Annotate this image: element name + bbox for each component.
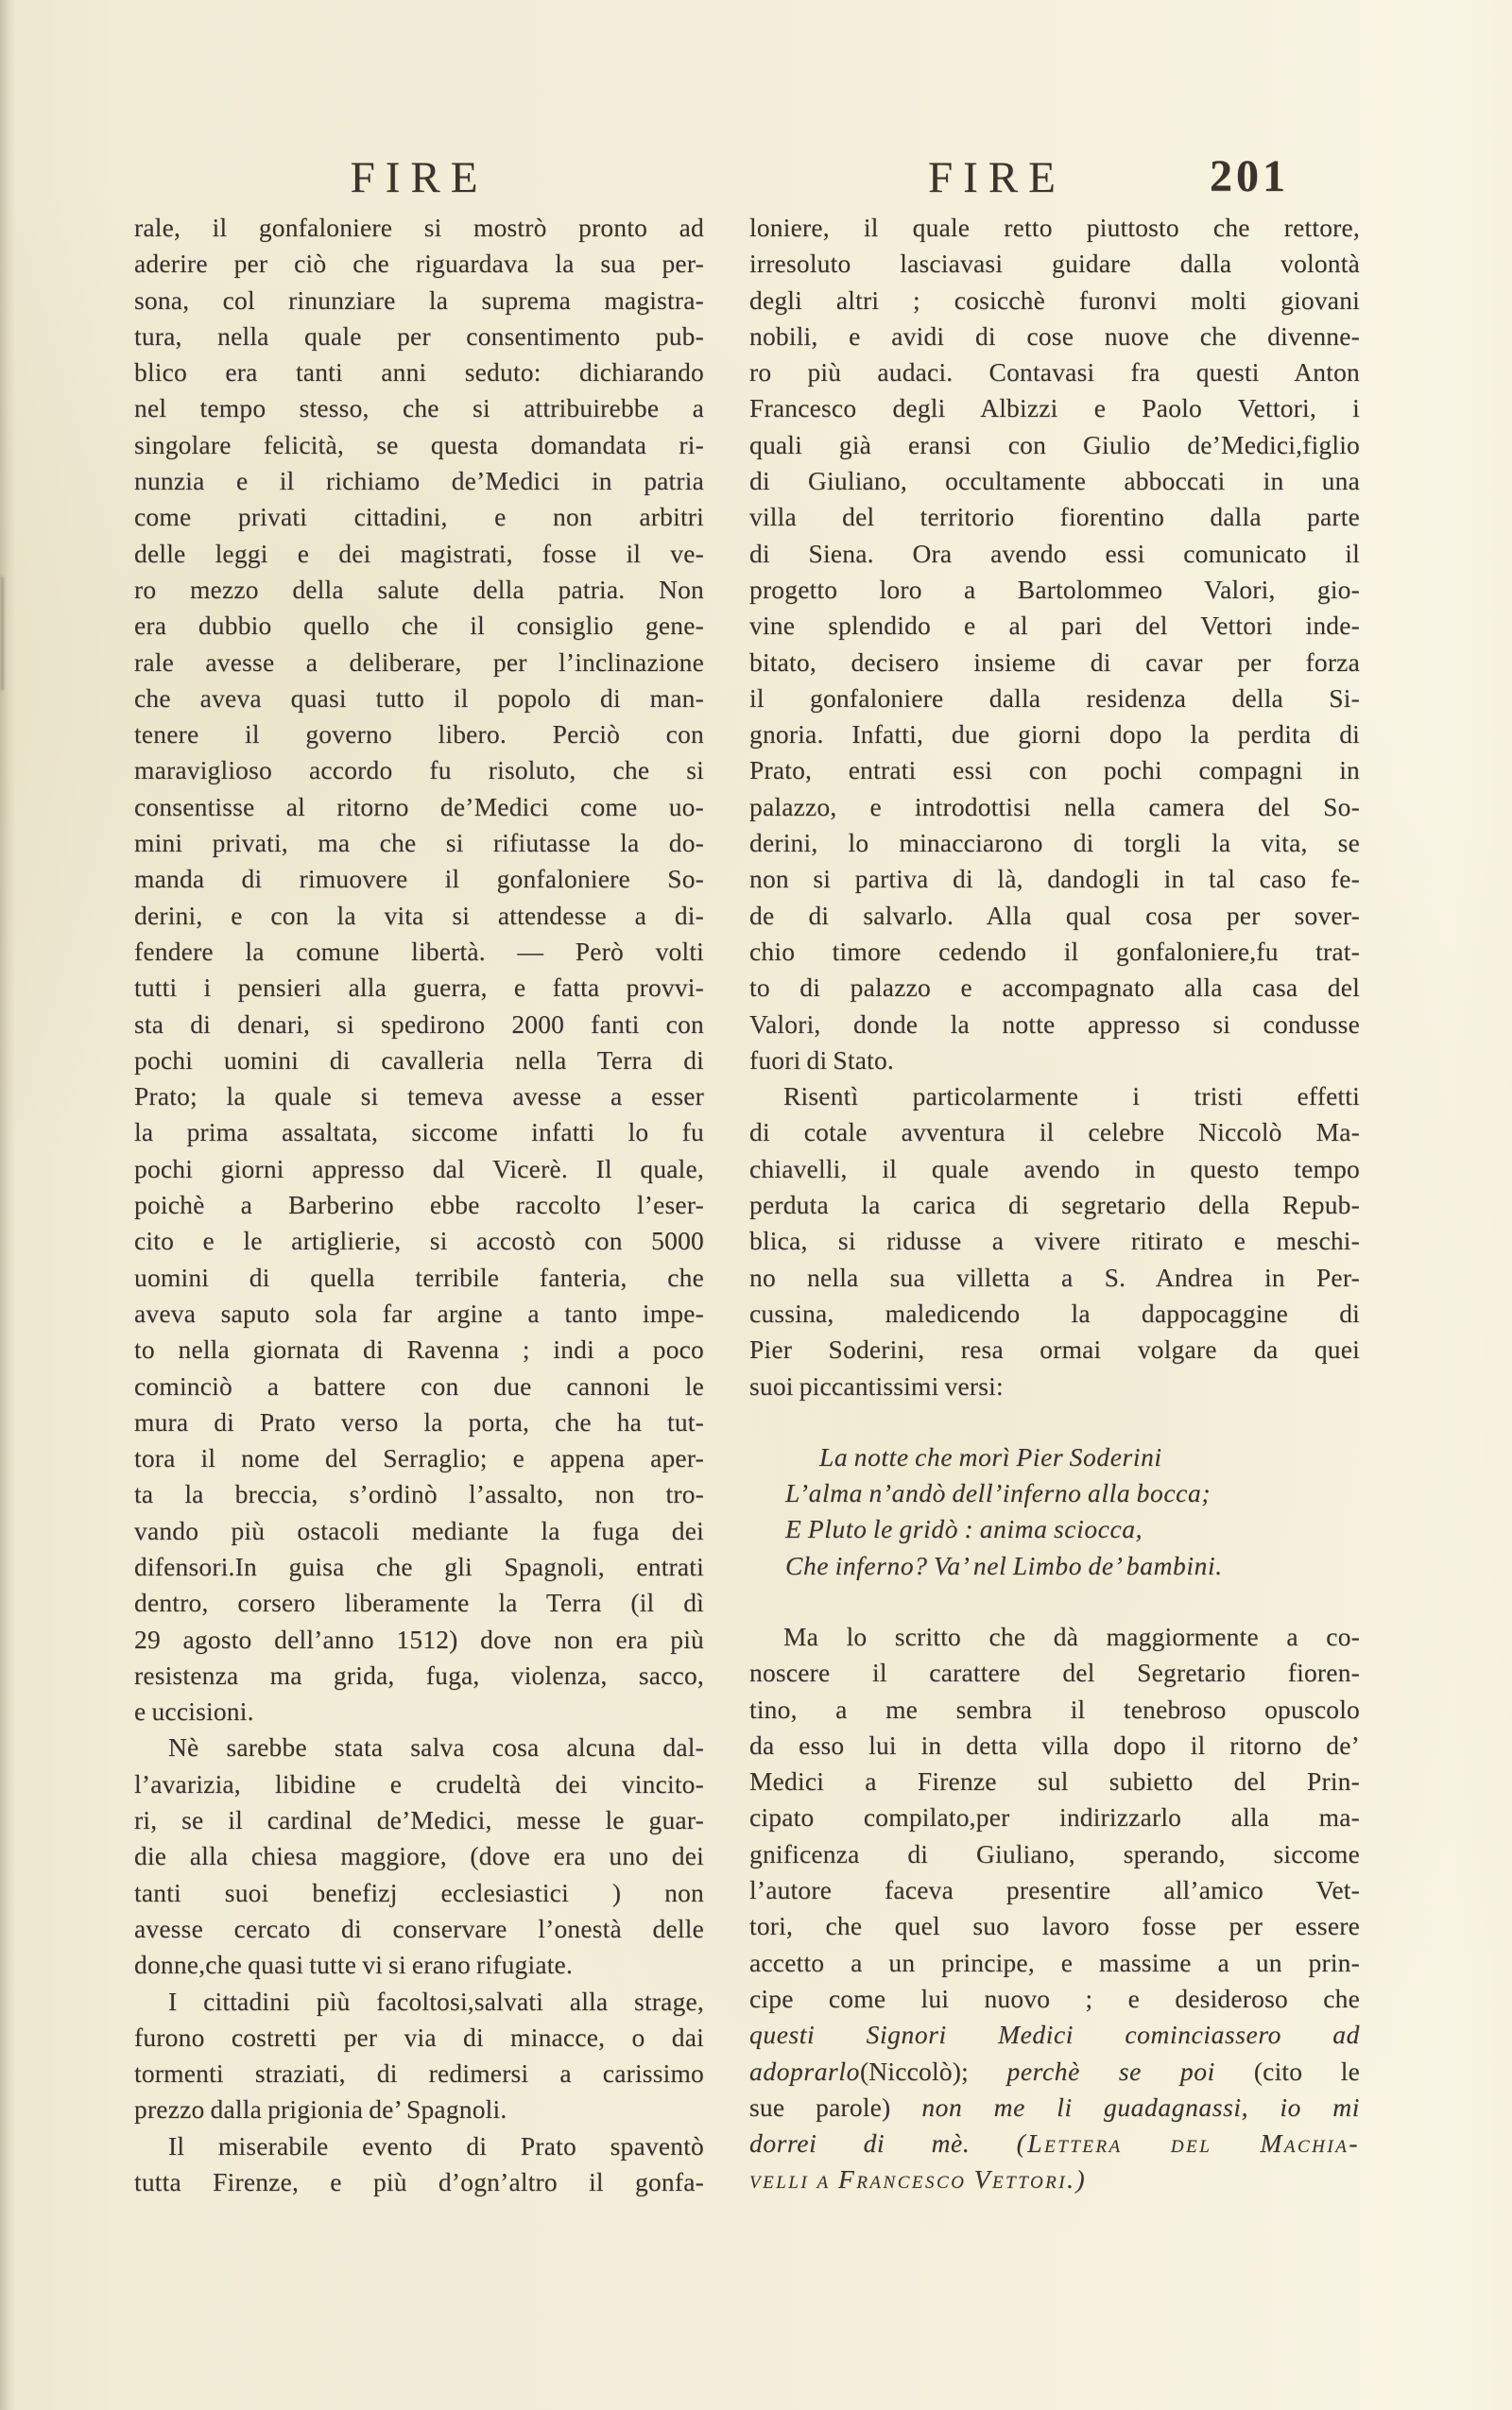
text-line: ro mezzo della salute della patria. Non [134, 574, 704, 604]
text-line: perduta la carica di segretario della Repub- [749, 1190, 1360, 1220]
text-line: to nella giornata di Ravenna ; indi a poco [134, 1334, 704, 1365]
text-line: poichè a Barberino ebbe raccolto l’eser- [134, 1190, 704, 1220]
page-edge-crease [1, 577, 4, 690]
text-line: fendere la comune libertà. — Però volti [134, 936, 704, 966]
text-line: Risentì particolarmente i tristi effetti [783, 1081, 1360, 1111]
text-line: Nè sarebbe stata salva cosa alcuna dal- [168, 1732, 704, 1763]
text-line: da esso lui in detta villa dopo il ritorno de’ [749, 1730, 1360, 1760]
text-segment: (Lettera del Machia- [1016, 2128, 1360, 2159]
text-segment: dorrei di mè. [749, 2128, 1017, 2159]
text-line: gnificenza di Giuliano, sperando, siccome [749, 1838, 1360, 1868]
text-line: mura di Prato verso la porta, che ha tut- [134, 1406, 704, 1437]
text-line: singolare felicità, se questa domandata ri- [134, 429, 704, 459]
text-segment: non me li guadagnassi, io mi [921, 2092, 1360, 2122]
text-line: die alla chiesa maggiore, (dove era uno dei [134, 1841, 704, 1871]
text-line: tanti suoi benefizj ecclesiastici ) non [134, 1877, 704, 1907]
text-line: fuori di Stato. [749, 1044, 895, 1075]
running-head-left: FIRE [350, 153, 489, 202]
text-line: palazzo, e introdottisi nella camera del So- [749, 791, 1360, 821]
text-line: tino, a me sembra il tenebroso opuscolo [749, 1694, 1360, 1724]
text-line: Ma lo scritto che dà maggiormente a co- [783, 1621, 1360, 1651]
text-line: sta di denari, si spedirono 2000 fanti con [134, 1008, 704, 1039]
running-head-right: FIRE [928, 153, 1066, 202]
text-line: consentisse al ritorno de’Medici come uo- [134, 791, 704, 821]
text-line: cussina, maledicendo la dappocaggine di [749, 1298, 1360, 1328]
text-line: villa del territorio fiorentino dalla parte [749, 502, 1360, 532]
text-segment: (Niccolò); [859, 2056, 1007, 2086]
text-line: bitato, decisero insieme di cavar per forza [749, 646, 1360, 677]
text-line: nobili, e avidi di cose nuove che divenne- [749, 320, 1360, 351]
text-line: il gonfaloniere dalla residenza della Si- [749, 682, 1360, 713]
text-line: vando più ostacoli mediante la fuga dei [134, 1515, 704, 1545]
text-line: Valori, donde la notte appresso si condusse [749, 1008, 1360, 1039]
text-segment: perchè se poi [1006, 2056, 1254, 2086]
text-line: gnoria. Infatti, due giorni dopo la perdita di [749, 719, 1360, 749]
text-line: manda di rimuovere il gonfaloniere So- [134, 864, 704, 894]
text-line: tutti i pensieri alla guerra, e fatta provvi- [134, 973, 704, 1003]
text-line: chiavelli, il quale avendo in questo tempo [749, 1153, 1360, 1183]
text-line: questi Signori Medici cominciassero ad [749, 2020, 1360, 2050]
text-line: loniere, il quale retto piuttosto che rettore, [749, 213, 1360, 242]
text-line: di cotale avventura il celebre Niccolò Ma- [749, 1117, 1360, 1147]
text-line: maraviglioso accordo fu risoluto, che si [134, 755, 704, 785]
text-line [749, 2126, 1360, 2161]
text-line: no nella sua villetta a S. Andrea in Per- [749, 1262, 1360, 1292]
text-segment: sue parole) [749, 2092, 922, 2122]
text-line: tutta Firenze, e più d’ogn’altro il gonfa- [134, 2167, 704, 2197]
text-line: Francesco degli Albizzi e Paolo Vettori, i [749, 393, 1360, 423]
text-line: resistenza ma grida, fuga, violenza, sacco, [134, 1660, 704, 1690]
text-line: vine splendido e al pari del Vettori inde- [749, 611, 1360, 641]
text-segment: adoprarlo [749, 2056, 860, 2086]
text-line: di Siena. Ora avendo essi comunicato il [749, 538, 1360, 568]
text-line: cominciò a battere con due cannoni le [134, 1370, 704, 1401]
text-line: delle leggi e dei magistrati, fosse il ve- [134, 538, 704, 568]
text-line: mini privati, ma che si rifiutasse la do- [134, 828, 704, 858]
text-line: dentro, corsero liberamente la Terra (il dì [134, 1588, 704, 1618]
text-line: difensori.In guisa che gli Spagnoli, entrati [134, 1551, 704, 1581]
text-line: I cittadini più facoltosi,salvati alla strage, [168, 1986, 704, 2016]
text-line: rale, il gonfaloniere si mostrò pronto ad [134, 213, 704, 242]
text-line: tenere il governo libero. Perciò con [134, 719, 704, 749]
text-line: e uccisioni. [134, 1696, 254, 1727]
text-line: cipato compilato,per indirizzarlo alla ma- [749, 1802, 1360, 1833]
text-line: la prima assaltata, siccome infatti lo fu [134, 1117, 704, 1147]
text-line [749, 2090, 1360, 2126]
text-line: Medici a Firenze sul subietto del Prin- [749, 1766, 1360, 1797]
text-line: Prato; la quale si temeva avesse a esser [134, 1081, 704, 1111]
text-line: di Giuliano, occultamente abboccati in una [749, 466, 1360, 496]
text-line: sona, col rinunziare la suprema magistra- [134, 284, 704, 315]
text-line: donne,che quasi tutte vi si erano rifugiate. [134, 1950, 574, 1980]
text-line: degli altri ; cosicchè furonvi molti giovani [749, 284, 1360, 315]
text-line: l’avarizia, libidine e crudeltà dei vincito- [134, 1768, 704, 1799]
text-line: come privati cittadini, e non arbitri [134, 502, 704, 532]
text-segment: (cito le [1253, 2056, 1360, 2086]
text-line: furono costretti per via di minacce, o dai [134, 2022, 704, 2052]
text-line: Che inferno? Va’ nel Limbo de’ bambini. [785, 1550, 1223, 1580]
text-line: cipe come lui nuovo ; e desideroso che [749, 1983, 1360, 2013]
text-line: avesse cercato di conservare l’onestà delle [134, 1913, 704, 1943]
text-line: tura, nella quale per consentimento pub- [134, 320, 704, 351]
text-line: irresoluto lasciavasi guidare dalla volontà [749, 249, 1360, 279]
text-segment: velli a Francesco Vettori.) [749, 2164, 1088, 2195]
text-line: Prato, entrati essi con pochi compagni in [749, 755, 1360, 785]
text-line: tora il nome del Serraglio; e appena aper- [134, 1443, 704, 1473]
text-line: aveva saputo sola far argine a tanto impe- [134, 1298, 704, 1328]
text-line: cito e le artiglierie, si accostò con 5000 [134, 1226, 704, 1256]
text-line: blico era tanti anni seduto: dichiarando [134, 357, 704, 387]
text-line: chio timore cedendo il gonfaloniere,fu trat- [749, 936, 1360, 966]
text-line: suoi piccantissimi versi: [749, 1370, 1004, 1401]
text-line: Pier Soderini, resa ormai volgare da quei [749, 1334, 1360, 1365]
text-line: progetto loro a Bartolommeo Valori, gio- [749, 574, 1360, 604]
text-line: L’alma n’andò dell’inferno alla bocca; [785, 1478, 1211, 1508]
text-line: pochi giorni appresso dal Vicerè. Il quale, [134, 1153, 704, 1183]
text-line: aderire per ciò che riguardava la sua per- [134, 249, 704, 279]
page-number: 201 [1210, 151, 1289, 201]
text-line: ro più audaci. Contavasi fra questi Anton [749, 357, 1360, 387]
text-line: blica, si ridusse a vivere ritirato e meschi- [749, 1226, 1360, 1256]
text-line: l’autore faceva presentire all’amico Vet- [749, 1875, 1360, 1905]
text-line: E Pluto le gridò : anima sciocca, [785, 1514, 1143, 1544]
left-column [134, 210, 704, 2200]
text-line: Il miserabile evento di Prato spaventò [168, 2130, 704, 2160]
text-line: rale avesse a deliberare, per l’inclinazione [134, 646, 704, 677]
right-column [749, 210, 1360, 2198]
text-line: to di palazzo e accompagnato alla casa del [749, 973, 1360, 1003]
text-line: derini, e con la vita si attendesse a di- [134, 900, 704, 930]
text-line: pochi uomini di cavalleria nella Terra di [134, 1044, 704, 1075]
text-line: ta la breccia, s’ordinò l’assalto, non tro- [134, 1479, 704, 1509]
text-line [749, 2054, 1360, 2090]
text-line: tormenti straziati, di redimersi a carissimo [134, 2058, 704, 2089]
text-line: derini, lo minacciarono di torgli la vita, se [749, 828, 1360, 858]
text-line [749, 2161, 1360, 2197]
text-line: era dubbio quello che il consiglio gene- [134, 611, 704, 641]
text-line: 29 agosto dell’anno 1512) dove non era più [134, 1624, 704, 1654]
text-line: nunzia e il richiamo de’Medici in patria [134, 466, 704, 496]
text-line: uomini di quella terribile fanteria, che [134, 1262, 704, 1292]
text-line: prezzo dalla prigionia de’ Spagnoli. [134, 2094, 507, 2125]
text-line: tori, che quel suo lavoro fosse per essere [749, 1911, 1360, 1941]
text-line: quali già eransi con Giulio de’Medici,figlio [749, 429, 1360, 459]
text-line: che aveva quasi tutto il popolo di man- [134, 682, 704, 713]
text-line: accetto a un principe, e massime a un prin- [749, 1947, 1360, 1977]
text-line: ri, se il cardinal de’Medici, messe le guar- [134, 1805, 704, 1835]
text-line: non si partiva di là, dandogli in tal caso fe- [749, 864, 1360, 894]
text-line: La notte che morì Pier Soderini [819, 1441, 1162, 1472]
text-line: de di salvarlo. Alla qual cosa per sover- [749, 900, 1360, 930]
text-line: noscere il carattere del Segretario fioren- [749, 1658, 1360, 1688]
text-line: nel tempo stesso, che si attribuirebbe a [134, 393, 704, 423]
